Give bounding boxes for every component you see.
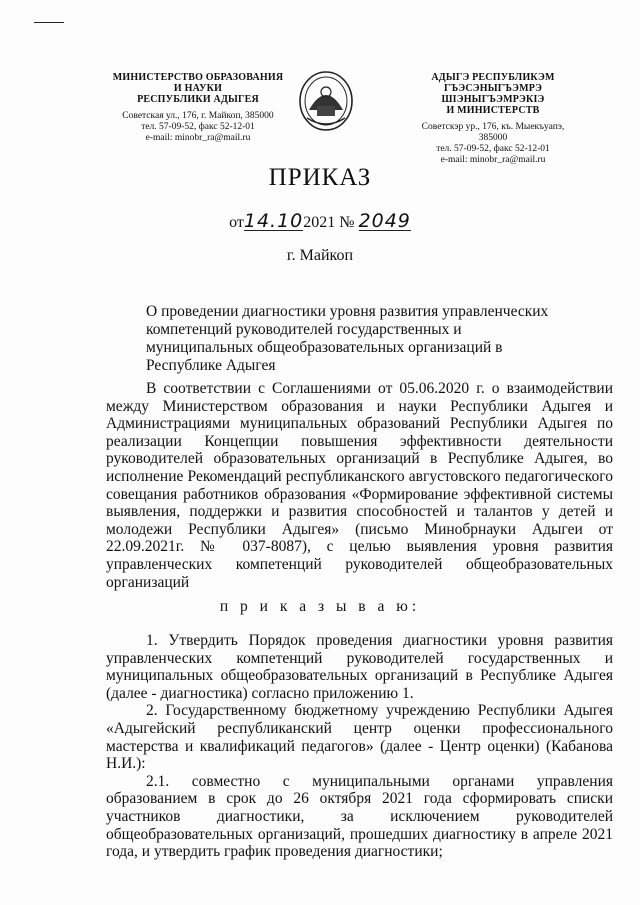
header-left-org: МИНИСТЕРСТВО ОБРАЗОВАНИЯ И НАУКИ РЕСПУБЛИКИ АДЫГЕЯ bbox=[112, 72, 284, 105]
order-item: 2. Государственному бюджетному учреждению Республики Адыгея «Адыгейский республиканский центр оценки профессионального мастерства и квалификаций педагогов» (далее - Центр оценки) (Кабанова Н.И.): bbox=[106, 702, 613, 773]
coat-of-arms-emblem bbox=[297, 70, 355, 132]
order-items bbox=[106, 632, 613, 861]
order-word: п р и к а з ы в а ю: bbox=[219, 598, 421, 615]
order-subject: О проведении диагностики уровня развития управленческих компетенций руководителей государственных и муниципальных общеобразовательных организаций в Республике Адыгея bbox=[146, 303, 549, 374]
header-right bbox=[408, 72, 578, 166]
header-left bbox=[98, 72, 298, 144]
header-right-address: Советскэр ур., 176, къ. Мыекъуапэ, 385000 тел. 57-09-52, факс 52-12-01 e-mail: minobr_ra@mail.ru bbox=[421, 122, 565, 165]
year-number-label: 2021 № bbox=[303, 214, 355, 231]
preamble-paragraph: В соответствии с Соглашениями от 05.06.2020 г. о взаимодействии между Министерством образования и науки Республики Адыгея и Администрациями муниципальных образований Республики Адыгея по реализации Концепции повышения эффективности деятельности руководителей образовательных организаций в Республике Адыгея, во исполнение Рекомендаций республиканского августовского педагогического совещания работников образования «Формирование эффективной системы выявления, поддержки и развития способностей и талантов у детей и молодежи Республики Адыгея» (письмо Минобрнауки Адыгеи от 22.09.2021г. № 037-8087), с целью выявления уровня развития управленческих компетенций руководителей общеобразовательных организаций bbox=[106, 380, 613, 591]
handwritten-number: 2049 bbox=[358, 210, 411, 232]
scan-mark bbox=[34, 22, 64, 23]
handwritten-date: 14.10 bbox=[243, 210, 304, 232]
date-number-line bbox=[0, 212, 640, 232]
city: г. Майкоп bbox=[286, 247, 354, 264]
header-left-address: Советская ул., 176, г. Майкоп, 385000 тел. 57-09-52, факс 52-12-01 e-mail: minobr_ra@mail.ru bbox=[122, 111, 274, 143]
header-right-org: АДЫГЭ РЕСПУБЛИКЭМ ГЪЭСЭНЫГЪЭМРЭ ШIЭНЫГЪЭМРЭКIЭ И МИНИСТЕРСТВ bbox=[431, 72, 555, 116]
document-title: ПРИКАЗ bbox=[268, 164, 372, 191]
order-item: 2.1. совместно с муниципальными органами управления образованием в срок до 26 октября 2021 года сформировать списки участников диагностики, за исключением руководителей общеобразовательных организаций, прошедших диагностику в апреле 2021 года, и утвердить график проведения диагностики; bbox=[106, 772, 613, 861]
date-prefix: от bbox=[229, 214, 244, 231]
order-item: 1. Утвердить Порядок проведения диагностики уровня развития управленческих компетенций руководителей государственных и муниципальных общеобразовательных организаций в Республике Адыгея (далее - диагностика) согласно приложению 1. bbox=[106, 632, 613, 702]
